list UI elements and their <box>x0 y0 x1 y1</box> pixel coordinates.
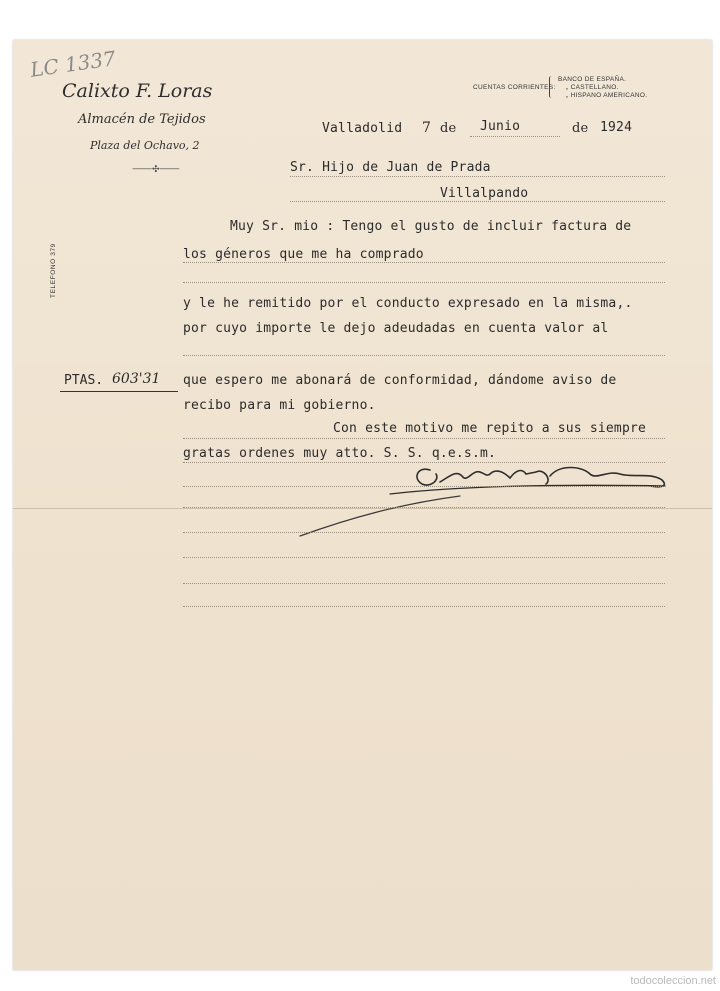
body-line-3: y le he remitido por el conducto expresado en la misma,. <box>183 296 633 311</box>
letterhead-address: Plaza del Ochavo, 2 <box>90 139 200 152</box>
recipient-name: Sr. Hijo de Juan de Prada <box>290 160 491 175</box>
date-city: Valladolid <box>322 121 403 136</box>
accounts-label: CUENTAS CORRIENTES: <box>473 84 556 91</box>
recipient-town: Villalpando <box>440 186 529 201</box>
rule-3 <box>183 282 665 283</box>
letterhead-name: Calixto F. Loras <box>62 80 213 102</box>
date-rule <box>470 136 560 137</box>
rule-2 <box>183 262 665 263</box>
body-line-4: por cuyo importe le dejo adeudadas en cuenta valor al <box>183 321 609 336</box>
ornament-icon: ⸺✣⸺ <box>132 161 180 175</box>
rule-9 <box>183 486 665 487</box>
rule-10 <box>183 507 665 508</box>
body-line-1: Muy Sr. mio : Tengo el gusto de incluir factura de <box>230 219 632 234</box>
bank-2: „ CASTELLANO. <box>566 84 619 91</box>
rule-13 <box>183 583 665 584</box>
recipient-rule <box>290 176 665 177</box>
body-line-2: los géneros que me ha comprado <box>183 247 424 262</box>
ptas-underline <box>60 391 178 392</box>
watermark: todocoleccion.net <box>630 975 716 987</box>
date-month: Junio <box>480 119 521 134</box>
body-line-6: recibo para mi gobierno. <box>183 398 376 413</box>
bank-1: BANCO DE ESPAÑA. <box>558 76 627 83</box>
letterhead-business: Almacén de Tejidos <box>78 112 206 127</box>
accounts-brace <box>549 76 554 98</box>
rule-11 <box>183 532 665 533</box>
ptas-amount: 603'31 <box>112 371 161 387</box>
pencil-reference: LC 1337 <box>28 46 118 82</box>
date-de-2: de <box>572 121 589 136</box>
date-de-1: de <box>440 121 457 136</box>
town-rule <box>290 201 665 202</box>
bank-3: „ HISPANO AMERICANO. <box>566 92 648 99</box>
rule-14 <box>183 606 665 607</box>
phone-label: TELEFONO 379 <box>50 243 57 298</box>
body-line-5: que espero me abonará de conformidad, dándome aviso de <box>183 373 617 388</box>
rule-12 <box>183 557 665 558</box>
date-day: 7 <box>422 120 432 136</box>
date-year: 1924 <box>600 120 633 135</box>
body-line-7: Con este motivo me repito a sus siempre <box>333 421 647 436</box>
ptas-label: PTAS. <box>64 373 104 388</box>
rule-7 <box>183 438 665 439</box>
body-line-8: gratas ordenes muy atto. S. S. q.e.s.m. <box>183 446 497 461</box>
rule-4 <box>183 355 665 356</box>
